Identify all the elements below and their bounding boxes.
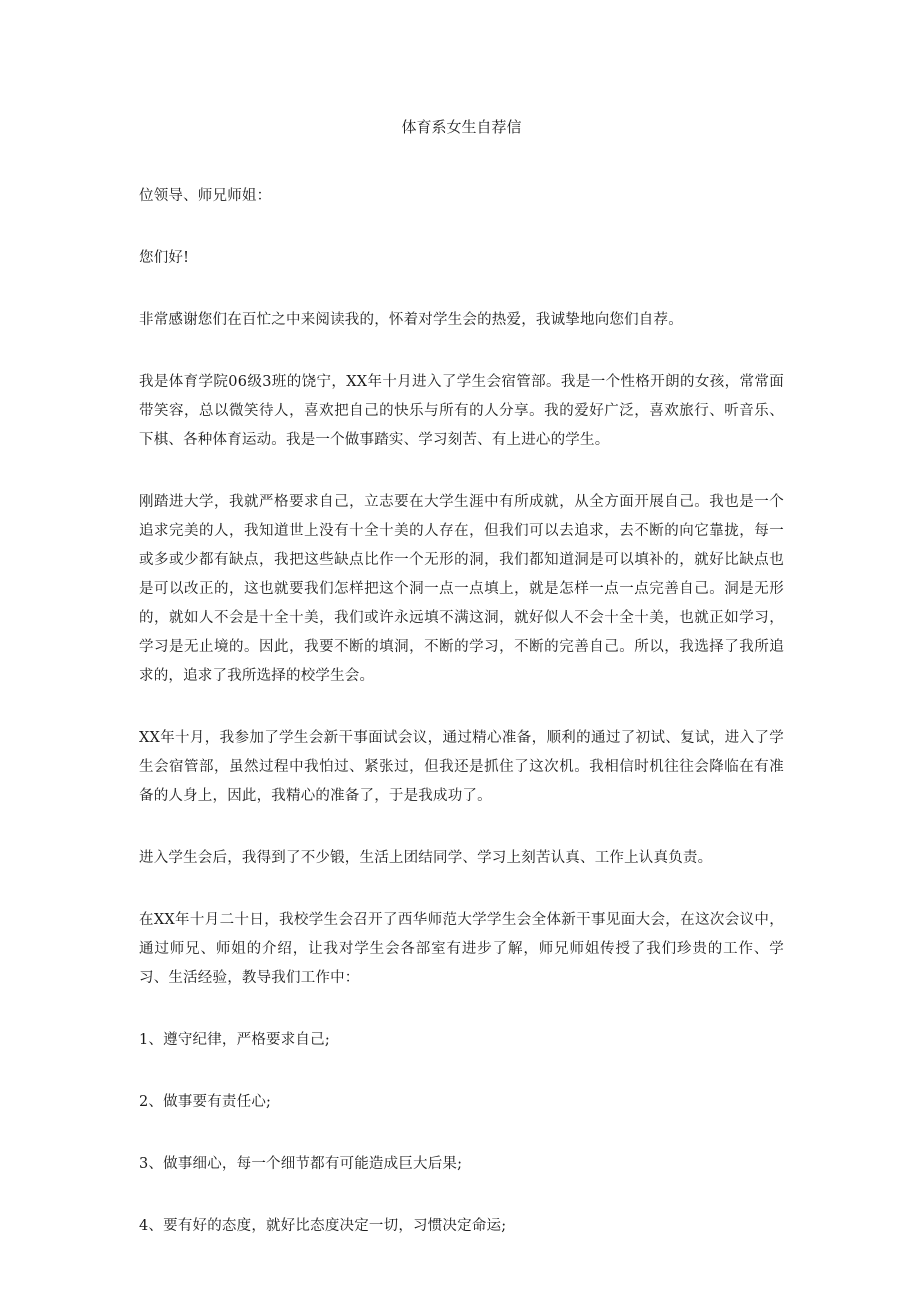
list-item: 2、做事要有责任心; (139, 1094, 272, 1110)
paragraph-meeting: 在XX年十月二十日，我校学生会召开了西华师范大学学生会全体新干事见面大会，在这次会议中，通过师兄、师姐的介绍，让我对学生会各部室有进步了解，师兄师姐传授了我们珍贵的工作、学习、生活经验，教导我们工作中： (139, 912, 784, 986)
salutation: 位领导、师兄师姐： (139, 188, 272, 204)
list-item: 3、做事细心，每一个细节都有可能造成巨大后果; (139, 1156, 463, 1172)
document-body (139, 112, 784, 1274)
list-item: 1、遵守纪律，严格要求自己; (139, 1032, 330, 1048)
greeting: 您们好! (139, 250, 190, 266)
paragraph-introduction: 我是体育学院06级3班的饶宁，XX年十月进入了学生会宿管部。我是一个性格开朗的女孩，常常面带笑容，总以微笑待人，喜欢把自己的快乐与所有的人分享。我的爱好广泛，喜欢旅行、听音乐、下棋、各种体育运动。我是一个做事踏实、学习刻苦、有上进心的学生。 (139, 374, 784, 448)
document-title: 体育系女生自荐信 (401, 118, 522, 136)
paragraph-goals: 刚踏进大学，我就严格要求自己，立志要在大学生涯中有所成就，从全方面开展自己。我也是一个追求完美的人，我知道世上没有十全十美的人存在，但我们可以去追求，去不断的向它靠拢，每一或多或少都有缺点，我把这些缺点比作一个无形的洞，我们都知道洞是可以填补的，就好比缺点也是可以改正的，这也就要我们怎样把这个洞一点一点填上，就是怎样一点一点完善自己。洞是无形的，就如人不会是十全十美，我们或许永远填不满这洞，就好似人不会十全十美，也就正如学习，学习是无止境的。因此，我要不断的填洞，不断的学习，不断的完善自己。所以，我选择了我所追求的，追求了我所选择的校学生会。 (139, 494, 784, 684)
list-item: 4、要有好的态度，就好比态度决定一切，习惯决定命运; (139, 1218, 507, 1234)
paragraph-thanks: 非常感谢您们在百忙之中来阅读我的，怀着对学生会的热爱，我诚挚地向您们自荐。 (139, 312, 683, 328)
paragraph-interview: XX年十月，我参加了学生会新干事面试会议，通过精心准备，顺利的通过了初试、复试，进入了学生会宿管部，虽然过程中我怕过、紧张过，但我还是抓住了这次机。我相信时机往往会降临在有准备的人身上，因此，我精心的准备了，于是我成功了。 (139, 730, 784, 804)
paragraph-after-joining: 进入学生会后，我得到了不少锻，生活上团结同学、学习上刻苦认真、工作上认真负责。 (139, 850, 713, 866)
